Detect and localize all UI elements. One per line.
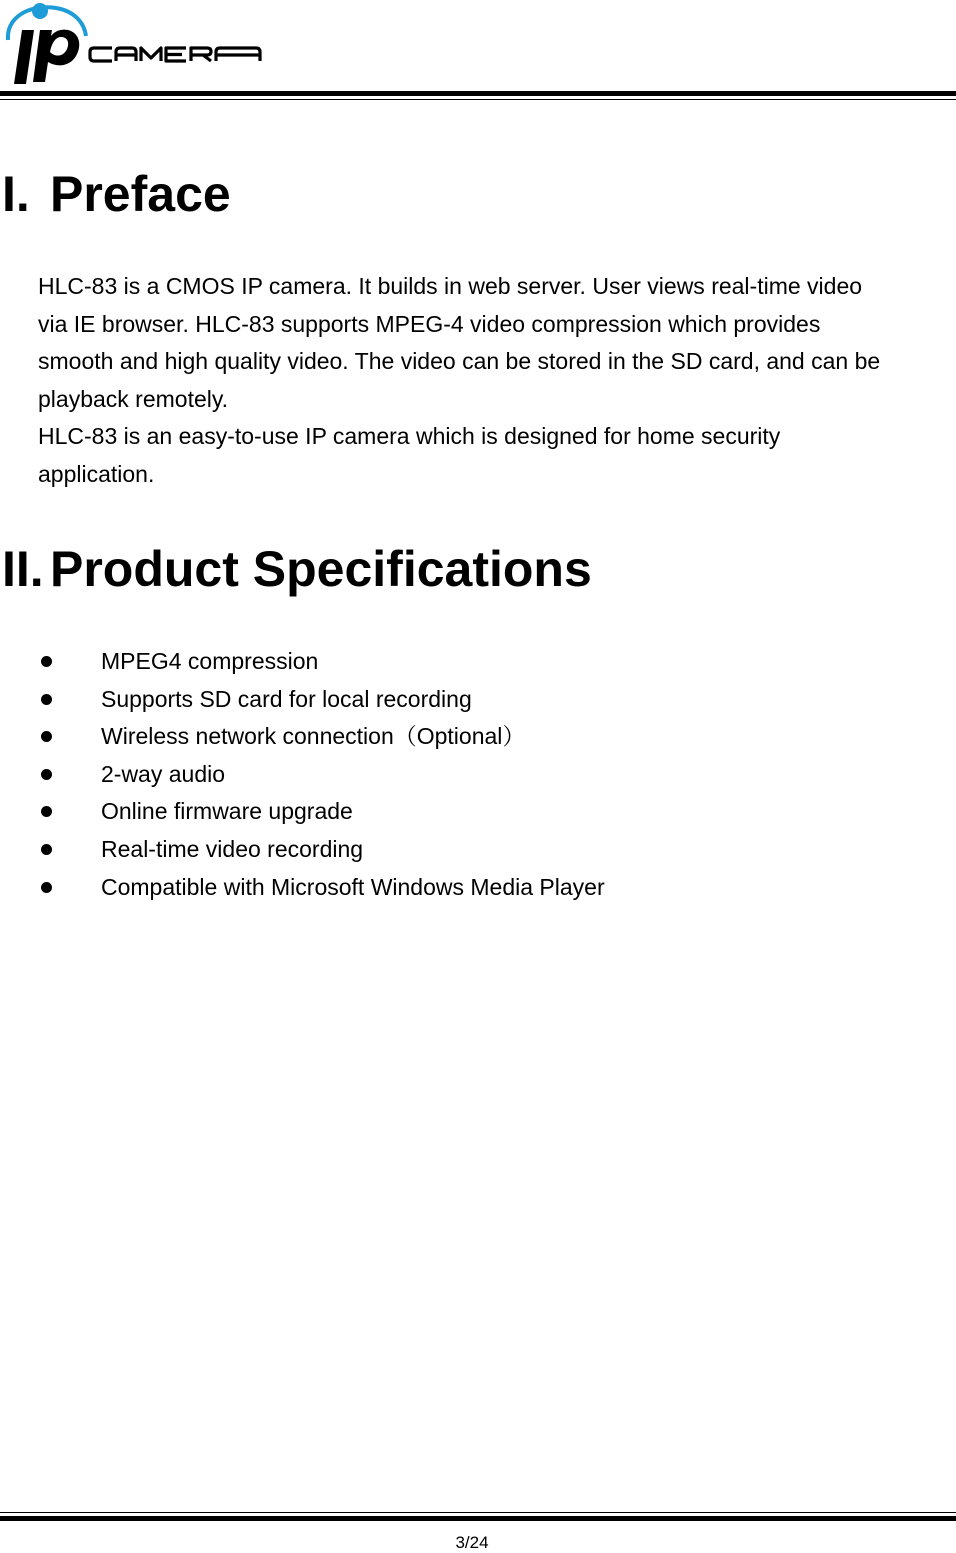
bullet-dot-icon <box>41 731 52 742</box>
preface-heading-number: I. <box>2 166 30 222</box>
specifications-heading-number: II. <box>2 541 44 597</box>
bullet-dot-icon <box>41 882 52 893</box>
spec-item-text: MPEG4 compression <box>101 648 319 674</box>
header-rule-thick <box>0 91 956 96</box>
preface-paragraph-1-line: HLC-83 is a CMOS IP camera. It builds in web server. User views real-time video <box>38 273 863 299</box>
preface-paragraph-2-line: application. <box>38 460 155 487</box>
preface-heading-title: Preface <box>50 166 231 222</box>
preface-paragraph-2 <box>38 418 950 493</box>
specifications-heading <box>2 541 592 597</box>
bullet-dot-icon <box>41 806 52 817</box>
page-number: 3/24 <box>455 1533 489 1552</box>
preface-paragraph-1-line: via IE browser. HLC-83 supports MPEG-4 video compression which provides <box>38 310 821 337</box>
preface-paragraph-2-line: HLC-83 is an easy-to-use IP camera which is designed for home security <box>38 423 781 449</box>
spec-item-text: Compatible with Microsoft Windows Media Player <box>101 873 605 900</box>
preface-paragraph-1-line: playback remotely. <box>38 385 229 412</box>
spec-item-text: 2-way audio <box>101 760 226 787</box>
preface-heading <box>2 166 231 222</box>
bullet-dot-icon <box>41 694 52 705</box>
bullet-dot-icon <box>41 844 52 855</box>
spec-item-text: Wireless network connection（Optional） <box>101 723 526 750</box>
header-rule-thin <box>0 99 956 100</box>
bullet-dot-icon <box>41 656 52 667</box>
ip-camera-logo-graphic <box>0 0 270 90</box>
footer-rule-thick <box>0 1516 956 1521</box>
preface-paragraph-1 <box>38 268 950 418</box>
bullet-dot-icon <box>41 769 52 780</box>
specifications-heading-title: Product Specifications <box>50 541 592 597</box>
ip-camera-logo <box>0 0 270 90</box>
spec-item-text: Real-time video recording <box>101 835 364 862</box>
footer-rule-thin <box>0 1512 956 1513</box>
spec-item-text: Supports SD card for local recording <box>101 685 472 712</box>
spec-item-text: Online firmware upgrade <box>101 798 353 825</box>
preface-paragraph-1-line: smooth and high quality video. The video can be stored in the SD card, and can be <box>38 348 881 375</box>
